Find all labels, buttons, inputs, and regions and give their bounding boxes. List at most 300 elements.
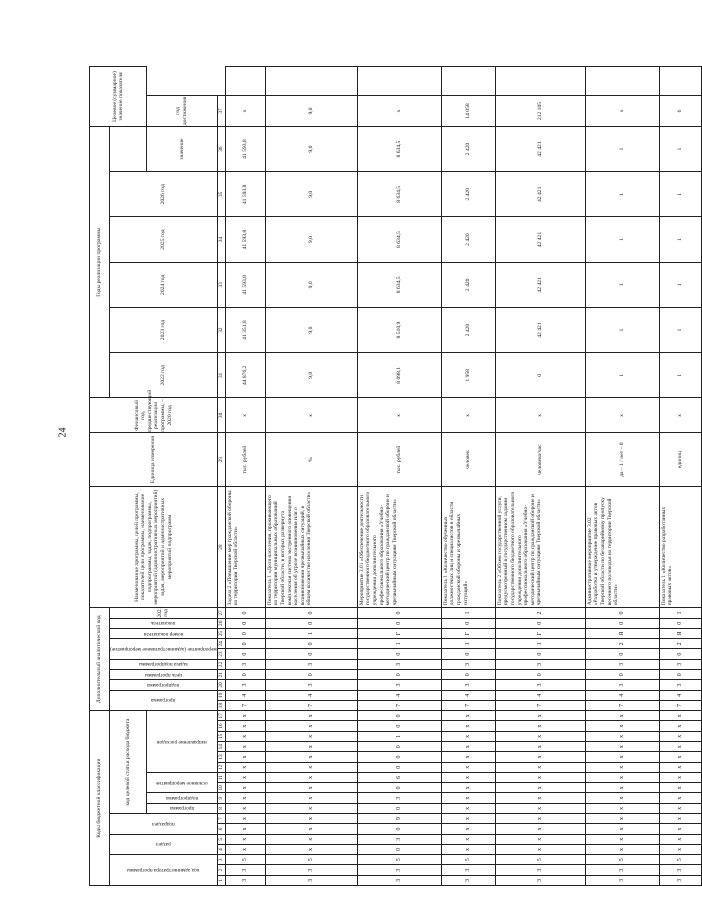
target-article-header: код целевой статьи расхода бюджета bbox=[110, 711, 147, 814]
admin-code-header: код администратора программы bbox=[110, 855, 218, 886]
additional-code-header: Дополнительный аналитический код bbox=[90, 608, 110, 711]
year-value-cell: 41 593,8 bbox=[225, 217, 265, 262]
target-year-cell bbox=[585, 67, 659, 96]
code-cell: 7 bbox=[357, 700, 441, 710]
target-value-cell: х bbox=[225, 96, 265, 127]
code-cell: 0 bbox=[357, 608, 441, 618]
unit-cell: тыс. рублей bbox=[357, 433, 441, 486]
code-cell: 3 bbox=[357, 834, 441, 844]
column-number: 27 bbox=[217, 608, 225, 618]
code-cell: х bbox=[441, 783, 495, 793]
code-cell: 0 bbox=[265, 670, 357, 680]
year-value-cell: 2 420 bbox=[441, 217, 495, 262]
code-cell: х bbox=[265, 752, 357, 762]
code-cell: 0 bbox=[495, 649, 585, 659]
code-cell: х bbox=[495, 731, 585, 741]
code-cell: х bbox=[441, 731, 495, 741]
column-number: 9 bbox=[217, 793, 225, 803]
column-number: 4 bbox=[217, 844, 225, 854]
code-cell: Я bbox=[585, 628, 659, 638]
column-number: 31 bbox=[217, 353, 225, 398]
code-cell: х bbox=[495, 824, 585, 834]
code-cell: х bbox=[441, 824, 495, 834]
code-cell: х bbox=[265, 834, 357, 844]
code-cell: х bbox=[659, 844, 701, 854]
code-cell: 4 bbox=[441, 690, 495, 700]
column-number: 8 bbox=[217, 803, 225, 813]
code-cell: 3 bbox=[265, 865, 357, 875]
column-number: 35 bbox=[217, 172, 225, 217]
year-value-cell: 1 958 bbox=[441, 353, 495, 398]
code-cell: 3 bbox=[225, 865, 265, 875]
code-cell: х bbox=[265, 742, 357, 752]
code-cell: 0 bbox=[585, 649, 659, 659]
code-cell: х bbox=[659, 711, 701, 721]
code-cell: 0 bbox=[441, 649, 495, 659]
code-cell: х bbox=[585, 814, 659, 824]
code-cell: х bbox=[659, 793, 701, 803]
code-cell: 0 bbox=[659, 618, 701, 628]
year-value-cell: 9,0 bbox=[265, 353, 357, 398]
code-cell: х bbox=[225, 762, 265, 772]
target-value-cell: 9,0 bbox=[265, 96, 357, 127]
target-value-cell: 6 bbox=[659, 96, 701, 127]
section-header: раздел bbox=[110, 834, 218, 855]
column-number: 29 bbox=[217, 433, 225, 486]
year-value-cell: 8 634,5 bbox=[357, 262, 441, 307]
column-number: 16 bbox=[217, 721, 225, 731]
column-number: 20 bbox=[217, 680, 225, 690]
column-number: 26 bbox=[217, 618, 225, 628]
column-number: 12 bbox=[217, 762, 225, 772]
year-value-cell: 1 bbox=[585, 126, 659, 171]
code-cell: 7 bbox=[659, 700, 701, 710]
code-cell: х bbox=[225, 783, 265, 793]
target-value-subheader: значение bbox=[147, 126, 217, 171]
code-cell: 3 bbox=[357, 680, 441, 690]
code-cell: Г bbox=[495, 628, 585, 638]
code-cell: 1 bbox=[495, 639, 585, 649]
code-cell: 0 bbox=[265, 608, 357, 618]
column-number: 5 bbox=[217, 834, 225, 844]
code-cell: 3 bbox=[495, 865, 585, 875]
code-cell: 3 bbox=[495, 680, 585, 690]
code-cell: 0 bbox=[357, 752, 441, 762]
code-cell: х bbox=[659, 772, 701, 782]
code-cell: 4 bbox=[265, 690, 357, 700]
code-cell: х bbox=[495, 844, 585, 854]
code-cell: х bbox=[265, 762, 357, 772]
column-number: 10 bbox=[217, 783, 225, 793]
column-number: 14 bbox=[217, 742, 225, 752]
row-name-cell: Административное мероприятие 3.02 «Разработка и утверждение правовых актов Тверской области по безаварийному пропуску весеннего половодья на территории Тверской области» bbox=[585, 486, 659, 607]
unit-cell: человек bbox=[441, 433, 495, 486]
code-cell: х bbox=[585, 762, 659, 772]
code-cell: 5 bbox=[495, 855, 585, 865]
code-cell: 3 bbox=[495, 875, 585, 885]
column-number: 25 bbox=[217, 628, 225, 638]
year-value-cell: 1 bbox=[585, 172, 659, 217]
year-value-cell: 1 bbox=[659, 172, 701, 217]
unit-cell: да – 1 / нет – 0 bbox=[585, 433, 659, 486]
goal-header: цель программы bbox=[110, 670, 218, 680]
code-cell: х bbox=[441, 793, 495, 803]
main-measure-subheader: основное мероприятие bbox=[147, 772, 217, 793]
year-value-cell: 9,0 bbox=[265, 307, 357, 352]
code-cell: 3 bbox=[585, 659, 659, 669]
code-cell: 0 bbox=[659, 670, 701, 680]
target-year-cell bbox=[265, 67, 357, 96]
code-cell: х bbox=[495, 721, 585, 731]
code-cell: 3 bbox=[225, 680, 265, 690]
code-cell: 1 bbox=[357, 731, 441, 741]
fin-year-cell: х bbox=[585, 398, 659, 433]
code-cell: 1 bbox=[441, 608, 495, 618]
fin-year-cell: х bbox=[357, 398, 441, 433]
year-value-cell: 42 421 bbox=[495, 126, 585, 171]
fin-year-cell: х bbox=[225, 398, 265, 433]
column-number: 32 bbox=[217, 307, 225, 352]
code-cell: 1 bbox=[659, 608, 701, 618]
code-cell: х bbox=[659, 834, 701, 844]
code-cell: х bbox=[659, 803, 701, 813]
code-cell: х bbox=[441, 762, 495, 772]
code-cell: 0 bbox=[225, 628, 265, 638]
target-value-cell: 212 105 bbox=[495, 96, 585, 127]
code-cell: 0 bbox=[357, 721, 441, 731]
row-name-cell: Показатель 1 «Количество обученных должностных лиц и специалистов в области гражданской обороны и чрезвычайных ситуаций» bbox=[441, 486, 495, 607]
year-value-cell: 1 bbox=[585, 217, 659, 262]
code-cell: 2 bbox=[659, 639, 701, 649]
directions-subheader: направление расходов bbox=[147, 711, 217, 773]
budget-classification-header: Коды бюджетной классификации bbox=[90, 711, 110, 886]
column-number: 28 bbox=[217, 486, 225, 607]
code-cell: х bbox=[585, 783, 659, 793]
code-cell: Г bbox=[441, 628, 495, 638]
code-cell: 0 bbox=[357, 803, 441, 813]
code-cell: 7 bbox=[585, 700, 659, 710]
code-cell: 4 bbox=[225, 690, 265, 700]
unit-cell: человеко/час bbox=[495, 433, 585, 486]
year-value-cell: 1 bbox=[659, 353, 701, 398]
code-cell: х bbox=[585, 803, 659, 813]
table-row bbox=[585, 67, 659, 886]
code-cell: 7 bbox=[265, 700, 357, 710]
column-number: 3 bbox=[217, 855, 225, 865]
code-cell: 9 bbox=[357, 814, 441, 824]
target-value-cell: х bbox=[357, 96, 441, 127]
year-value-cell: 8 098,1 bbox=[357, 353, 441, 398]
code-cell: 4 bbox=[585, 690, 659, 700]
year-value-cell: 42 421 bbox=[495, 307, 585, 352]
year-value-cell: 1 bbox=[659, 217, 701, 262]
code-cell: х bbox=[265, 783, 357, 793]
code-cell: х bbox=[495, 742, 585, 752]
code-cell: 3 bbox=[357, 865, 441, 875]
table-row bbox=[495, 67, 585, 886]
code-cell: х bbox=[441, 721, 495, 731]
code-cell: х bbox=[659, 824, 701, 834]
year-value-cell: 2 420 bbox=[441, 262, 495, 307]
year-value-cell: 42 421 bbox=[495, 262, 585, 307]
code-cell: 4 bbox=[659, 690, 701, 700]
code-cell: 0 bbox=[659, 649, 701, 659]
column-number: 2 bbox=[217, 865, 225, 875]
code-cell: х bbox=[225, 834, 265, 844]
code-cell: 3 bbox=[225, 875, 265, 885]
code-cell: х bbox=[265, 711, 357, 721]
code-cell: 3 bbox=[659, 680, 701, 690]
row-name-cell: Мероприятие 3.01 «Обеспечение деятельности государственного бюджетного образовательного учреждения дополнительного профессионального образования «Учебно-методический центр по гражданской обороне и чрезвычайным ситуациям Тверской области» bbox=[357, 486, 441, 607]
year-2021-header: 2021 год bbox=[110, 608, 218, 618]
code-cell: 0 bbox=[265, 649, 357, 659]
code-cell: х bbox=[441, 814, 495, 824]
code-cell: х bbox=[659, 731, 701, 741]
code-cell: х bbox=[441, 803, 495, 813]
code-cell: 0 bbox=[441, 618, 495, 628]
code-cell: х bbox=[585, 844, 659, 854]
column-number: 11 bbox=[217, 772, 225, 782]
code-cell: 3 bbox=[441, 680, 495, 690]
code-cell: х bbox=[585, 711, 659, 721]
code-cell: 3 bbox=[585, 865, 659, 875]
column-number: 36 bbox=[217, 126, 225, 171]
year-value-cell: 9,0 bbox=[265, 262, 357, 307]
program-subheader: программа bbox=[147, 803, 217, 813]
column-numbers-row bbox=[217, 67, 225, 886]
unit-column-header: Единица измерения bbox=[90, 433, 218, 486]
code-cell: х bbox=[225, 742, 265, 752]
code-cell: х bbox=[585, 834, 659, 844]
code-cell: х bbox=[225, 752, 265, 762]
table-row bbox=[357, 67, 441, 886]
code-cell: х bbox=[495, 711, 585, 721]
code-cell: 5 bbox=[659, 855, 701, 865]
target-value-cell: х bbox=[585, 96, 659, 127]
column-number: 22 bbox=[217, 659, 225, 669]
table-row bbox=[659, 67, 701, 886]
code-cell: х bbox=[441, 844, 495, 854]
code-cell: 7 bbox=[441, 700, 495, 710]
code-cell: х bbox=[495, 834, 585, 844]
code-cell: 0 bbox=[357, 824, 441, 834]
row-name-cell: Показатель 1 «Количество разработанных правовых актов» bbox=[659, 486, 701, 607]
code-cell: х bbox=[441, 742, 495, 752]
column-number: 21 bbox=[217, 670, 225, 680]
unit-cell: % bbox=[265, 433, 357, 486]
code-cell: х bbox=[659, 783, 701, 793]
code-cell: 7 bbox=[225, 700, 265, 710]
code-cell: 1 bbox=[441, 639, 495, 649]
code-cell: 3 bbox=[265, 875, 357, 885]
fin-year-cell: х bbox=[495, 398, 585, 433]
code-cell: 3 bbox=[659, 659, 701, 669]
code-cell: х bbox=[585, 824, 659, 834]
table-row bbox=[265, 67, 357, 886]
subprogram-subheader: подпрограмма bbox=[147, 793, 217, 803]
code-cell: 3 bbox=[585, 680, 659, 690]
year-value-cell: 9,0 bbox=[265, 217, 357, 262]
program-indicators-table bbox=[89, 66, 702, 886]
code-cell: х bbox=[225, 721, 265, 731]
fin-year-cell: х bbox=[441, 398, 495, 433]
column-number: 37 bbox=[217, 96, 225, 127]
year-value-cell: 9,0 bbox=[265, 126, 357, 171]
year-2023-header: 2023 год bbox=[110, 307, 218, 352]
year-value-cell: 2 420 bbox=[441, 307, 495, 352]
column-number: 34 bbox=[217, 217, 225, 262]
subsection-header: подраздел bbox=[110, 814, 218, 835]
code-cell: 0 bbox=[495, 618, 585, 628]
column-number: 18 bbox=[217, 700, 225, 710]
column-number: 6 bbox=[217, 824, 225, 834]
year-value-cell: 8 510,9 bbox=[357, 307, 441, 352]
code-cell: 3 bbox=[585, 875, 659, 885]
code-cell: 0 bbox=[585, 608, 659, 618]
code-cell: х bbox=[585, 752, 659, 762]
code-cell: х bbox=[495, 783, 585, 793]
code-cell: х bbox=[265, 824, 357, 834]
code-cell: х bbox=[659, 762, 701, 772]
code-cell: 0 bbox=[357, 711, 441, 721]
code-cell: 3 bbox=[441, 875, 495, 885]
code-cell: х bbox=[495, 772, 585, 782]
year-value-cell: 2 420 bbox=[441, 172, 495, 217]
column-number: 13 bbox=[217, 752, 225, 762]
code-cell: х bbox=[265, 721, 357, 731]
code-cell: 0 bbox=[585, 670, 659, 680]
code-cell: 3 bbox=[357, 875, 441, 885]
code-cell: 3 bbox=[265, 680, 357, 690]
target-year-cell bbox=[441, 67, 495, 96]
code-cell: х bbox=[659, 742, 701, 752]
year-value-cell: 41 593,8 bbox=[225, 172, 265, 217]
add-subprogram-header: подпрограмма bbox=[110, 680, 218, 690]
code-cell: 0 bbox=[225, 608, 265, 618]
code-cell: 0 bbox=[357, 844, 441, 854]
code-cell: х bbox=[225, 803, 265, 813]
year-value-cell: 42 421 bbox=[495, 217, 585, 262]
code-cell: 0 bbox=[357, 649, 441, 659]
code-cell: 0 bbox=[357, 742, 441, 752]
column-number: 30 bbox=[217, 398, 225, 433]
target-year-subheader: год достижения bbox=[147, 96, 217, 127]
code-cell: х bbox=[225, 844, 265, 854]
target-group-header: Целевое (суммарное) значение показателя bbox=[90, 67, 147, 127]
code-cell: х bbox=[265, 793, 357, 803]
target-year-cell bbox=[357, 67, 441, 96]
code-cell: 3 bbox=[659, 875, 701, 885]
year-value-cell: 44 876,2 bbox=[225, 353, 265, 398]
name-column-header: Наименование программы, целей программы, показателей цели программы, наименование подпрограммы, задач, подпрограммы, мероприятий (административных мероприятий) задач, мероприятий и административных мероприятий подпрограмм bbox=[90, 486, 218, 607]
code-cell: 0 bbox=[357, 783, 441, 793]
code-cell: х bbox=[659, 721, 701, 731]
years-group-header: Годы реализации программы bbox=[90, 126, 110, 398]
code-cell: 0 bbox=[225, 618, 265, 628]
code-cell: 0 bbox=[441, 670, 495, 680]
year-value-cell: 0 bbox=[495, 353, 585, 398]
target-year-cell bbox=[659, 67, 701, 96]
target-year-cell bbox=[495, 67, 585, 96]
fin-year-cell: х bbox=[659, 398, 701, 433]
code-cell: Г bbox=[357, 628, 441, 638]
year-value-cell: 1 bbox=[659, 262, 701, 307]
code-cell: х bbox=[265, 844, 357, 854]
column-number: 19 bbox=[217, 690, 225, 700]
code-cell: 0 bbox=[357, 670, 441, 680]
code-cell: 5 bbox=[225, 855, 265, 865]
year-value-cell: 42 421 bbox=[495, 172, 585, 217]
code-cell: х bbox=[441, 711, 495, 721]
column-number: 33 bbox=[217, 262, 225, 307]
code-cell: х bbox=[225, 814, 265, 824]
code-cell: 0 bbox=[357, 618, 441, 628]
code-cell: 0 bbox=[357, 762, 441, 772]
column-number: 15 bbox=[217, 731, 225, 741]
code-cell: х bbox=[495, 803, 585, 813]
indicator-header: показатель bbox=[110, 618, 218, 628]
fin-year-column-header: Финансовый год, предшествующий реализации программы, – 2020 год bbox=[90, 398, 218, 433]
code-cell: х bbox=[585, 731, 659, 741]
program-indicators-table-sheet bbox=[89, 66, 683, 886]
code-cell: 1 bbox=[357, 639, 441, 649]
action-header: номер показателя bbox=[110, 628, 218, 638]
code-cell: 0 bbox=[225, 670, 265, 680]
code-cell: 3 bbox=[225, 659, 265, 669]
fin-year-cell: х bbox=[265, 398, 357, 433]
code-cell: х bbox=[585, 721, 659, 731]
year-2025-header: 2025 год bbox=[110, 217, 218, 262]
code-cell: х bbox=[441, 772, 495, 782]
code-cell: 3 bbox=[357, 659, 441, 669]
target-value-cell: 14 058 bbox=[441, 96, 495, 127]
year-value-cell: 8 634,5 bbox=[357, 172, 441, 217]
code-cell: х bbox=[225, 711, 265, 721]
year-value-cell: 2 420 bbox=[441, 126, 495, 171]
column-number: 1 bbox=[217, 875, 225, 885]
table-row bbox=[441, 67, 495, 886]
code-cell: х bbox=[225, 731, 265, 741]
code-cell: 4 bbox=[495, 690, 585, 700]
code-cell: 0 bbox=[585, 618, 659, 628]
code-cell: х bbox=[265, 731, 357, 741]
code-cell: 5 bbox=[265, 855, 357, 865]
code-cell: х bbox=[225, 824, 265, 834]
column-number: 7 bbox=[217, 814, 225, 824]
year-value-cell: 41 351,8 bbox=[225, 307, 265, 352]
code-cell: х bbox=[225, 772, 265, 782]
year-2026-header: 2026 год bbox=[110, 172, 218, 217]
year-value-cell: 1 bbox=[659, 126, 701, 171]
code-cell: х bbox=[265, 803, 357, 813]
target-year-cell bbox=[225, 67, 265, 96]
code-cell: 3 bbox=[357, 793, 441, 803]
code-cell: х bbox=[495, 762, 585, 772]
row-name-cell: Показатель 2 «Объем государственной услуги, предусмотренный в государственном задании государственного бюджетного образовательного учреждения дополнительного профессионального образования «Учебно-методический центр по гражданской обороне и чрезвычайным ситуациям Тверской области» bbox=[495, 486, 585, 607]
year-value-cell: 1 bbox=[585, 262, 659, 307]
code-cell: 3 bbox=[265, 659, 357, 669]
code-cell: Я bbox=[659, 628, 701, 638]
year-2024-header: 2024 год bbox=[110, 262, 218, 307]
code-cell: 0 bbox=[495, 670, 585, 680]
code-cell: 1 bbox=[265, 628, 357, 638]
measure-header: мероприятие (административное мероприятие) bbox=[110, 639, 218, 660]
year-value-cell: 41 593,8 bbox=[225, 262, 265, 307]
code-cell: 0 bbox=[265, 639, 357, 649]
year-2022-header: 2022 год bbox=[110, 353, 218, 398]
code-cell: х bbox=[659, 752, 701, 762]
code-cell: 7 bbox=[495, 700, 585, 710]
